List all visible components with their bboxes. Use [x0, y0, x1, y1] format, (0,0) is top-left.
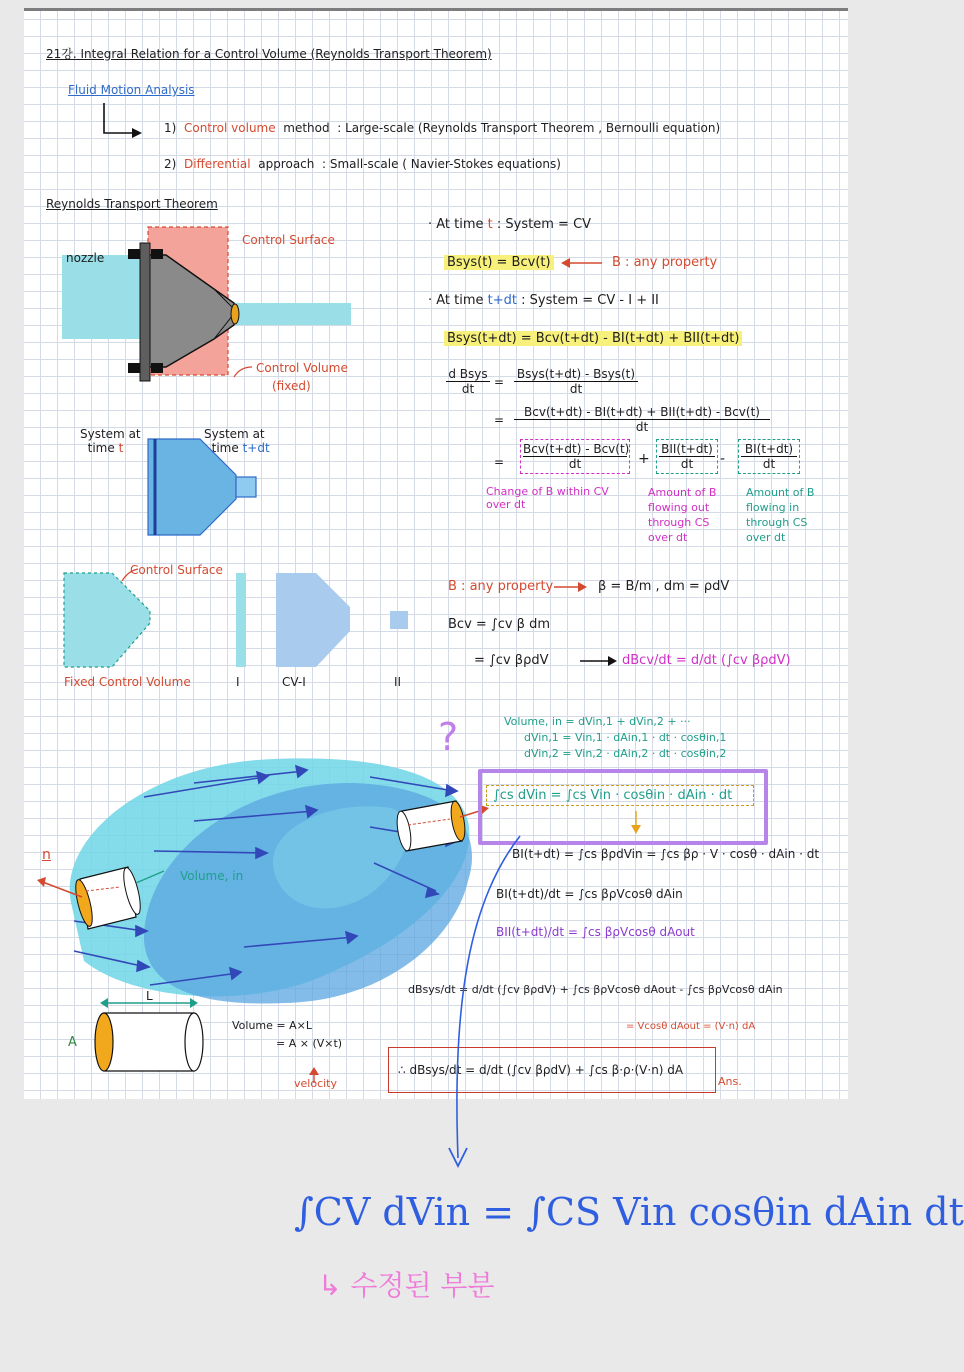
- final-equation: ∴ dBsys/dt = d/dt (∫cv βρdV) + ∫cs β·ρ·(V·n) dA: [398, 1063, 684, 1077]
- plus-sign: +: [638, 451, 650, 467]
- bsys-eq: Bsys(t) = Bcv(t): [444, 255, 554, 270]
- fixed-label: (fixed): [272, 379, 311, 393]
- box-change-in-cv: Bcv(t+dt) - Bcv(t) dt: [520, 439, 630, 474]
- system-t-label: System at time t: [80, 427, 141, 455]
- eq-sign-2: =: [494, 413, 505, 427]
- page-title: 21강. Integral Relation for a Control Volume (Reynolds Transport Theorem): [46, 47, 492, 61]
- vcos-note: = Vcosθ dAout = (V·n) dA: [626, 1021, 756, 1032]
- velocity-label: velocity: [294, 1077, 337, 1090]
- bii-dt-eq: BII(t+dt)/dt = ∫cs βρVcosθ dAout: [496, 925, 695, 939]
- dbsys-dt: d Bsys dt: [446, 367, 490, 396]
- fluid-motion-heading: Fluid Motion Analysis: [68, 83, 195, 97]
- fixed-cv-label: Fixed Control Volume: [64, 675, 191, 689]
- cylinder-length-label: L: [146, 989, 153, 1003]
- bi-integral-line: BI(t+dt) = ∫cs βρdVin = ∫cs βρ · V · cosθ · dAin · dt: [512, 847, 820, 861]
- eq1-fraction: Bsys(t+dt) - Bsys(t) dt: [514, 367, 638, 396]
- annotation-change-cv: Change of B within CV over dt: [486, 485, 609, 511]
- dbsys-full-eq: dBsys/dt = d/dt (∫cv βρdV) + ∫cs βρVcosθ dAout - ∫cs βρVcosθ dAin: [408, 983, 783, 996]
- rtt-heading: Reynolds Transport Theorem: [46, 197, 218, 211]
- ans-label: Ans.: [718, 1075, 742, 1088]
- bcv-integral-2: = ∫cv βρdV: [474, 653, 549, 668]
- system-tdt-label: System at time t+dt: [204, 427, 270, 455]
- eq-sign-3: =: [494, 455, 505, 469]
- question-mark: ?: [438, 715, 459, 759]
- control-volume-label: Control Volume: [256, 361, 348, 375]
- overlay-equation: ∫CV dVin = ∫CS Vin cosθin dAin dt: [294, 1190, 964, 1234]
- fm-item2: 2) Differential approach : Small-scale ( Navier-Stokes equations): [164, 157, 561, 171]
- region-I-label: I: [236, 675, 240, 689]
- dbcv-dt: dBcv/dt = d/dt (∫cv βρdV): [622, 653, 791, 668]
- box-bii: BII(t+dt) dt: [656, 439, 718, 474]
- bsys-tdt-eq: Bsys(t+dt) = Bcv(t+dt) - BI(t+dt) + BII(t+dt): [444, 331, 742, 346]
- minus-sign: -: [720, 451, 726, 467]
- control-surface-label-2: Control Surface: [130, 563, 223, 577]
- bi-dt-eq: BI(t+dt)/dt = ∫cs βρVcosθ dAin: [496, 887, 683, 901]
- volume-in-sum: Volume, in = dVin,1 + dVin,2 + ···: [504, 715, 691, 728]
- annotation-flow-out: Amount of B flowing out through CS over dt: [648, 486, 717, 544]
- b-any-property: B : any property: [612, 255, 718, 270]
- volume-in-2: dVin,2 = Vin,2 · dAin,2 · dt · cosθin,2: [524, 747, 727, 760]
- region-II-label: II: [394, 675, 402, 689]
- at-time-tdt: · At time t+dt : System = CV - I + II: [428, 293, 659, 308]
- volume-formula-b: = A × (V×t): [276, 1037, 343, 1050]
- eq-sign-1: =: [494, 375, 505, 389]
- b-any-property-2: B : any property: [448, 579, 554, 594]
- overlay-korean-note: ↳ 수정된 부분: [318, 1269, 495, 1302]
- region-CVI-label: CV-I: [282, 675, 306, 689]
- nozzle-label: nozzle: [66, 251, 105, 265]
- volume-formula-a: Volume = A×L: [232, 1019, 312, 1032]
- volume-in-label: Volume, in: [180, 869, 244, 883]
- eq2-fraction: Bcv(t+dt) - BI(t+dt) + BII(t+dt) - Bcv(t) dt: [514, 405, 770, 434]
- normal-vector-label: n: [42, 847, 51, 863]
- control-surface-label: Control Surface: [242, 233, 335, 247]
- annotation-flow-in: Amount of B flowing in through CS over dt: [746, 486, 815, 544]
- bcv-integral: Bcv = ∫cv β dm: [448, 617, 551, 632]
- box-bi: BI(t+dt) dt: [738, 439, 800, 474]
- boxed-volume-eq: ∫cs dVin = ∫cs Vin · cosθin · dAin · dt: [486, 785, 754, 806]
- at-time-t: · At time t : System = CV: [428, 217, 592, 232]
- volume-in-1: dVin,1 = Vin,1 · dAin,1 · dt · cosθin,1: [524, 731, 727, 744]
- cylinder-area-label: A: [68, 1035, 77, 1050]
- beta-def: β = B/m , dm = ρdV: [598, 579, 730, 594]
- fm-item1: 1) Control volume method : Large-scale (Reynolds Transport Theorem , Bernoulli equation): [164, 121, 721, 135]
